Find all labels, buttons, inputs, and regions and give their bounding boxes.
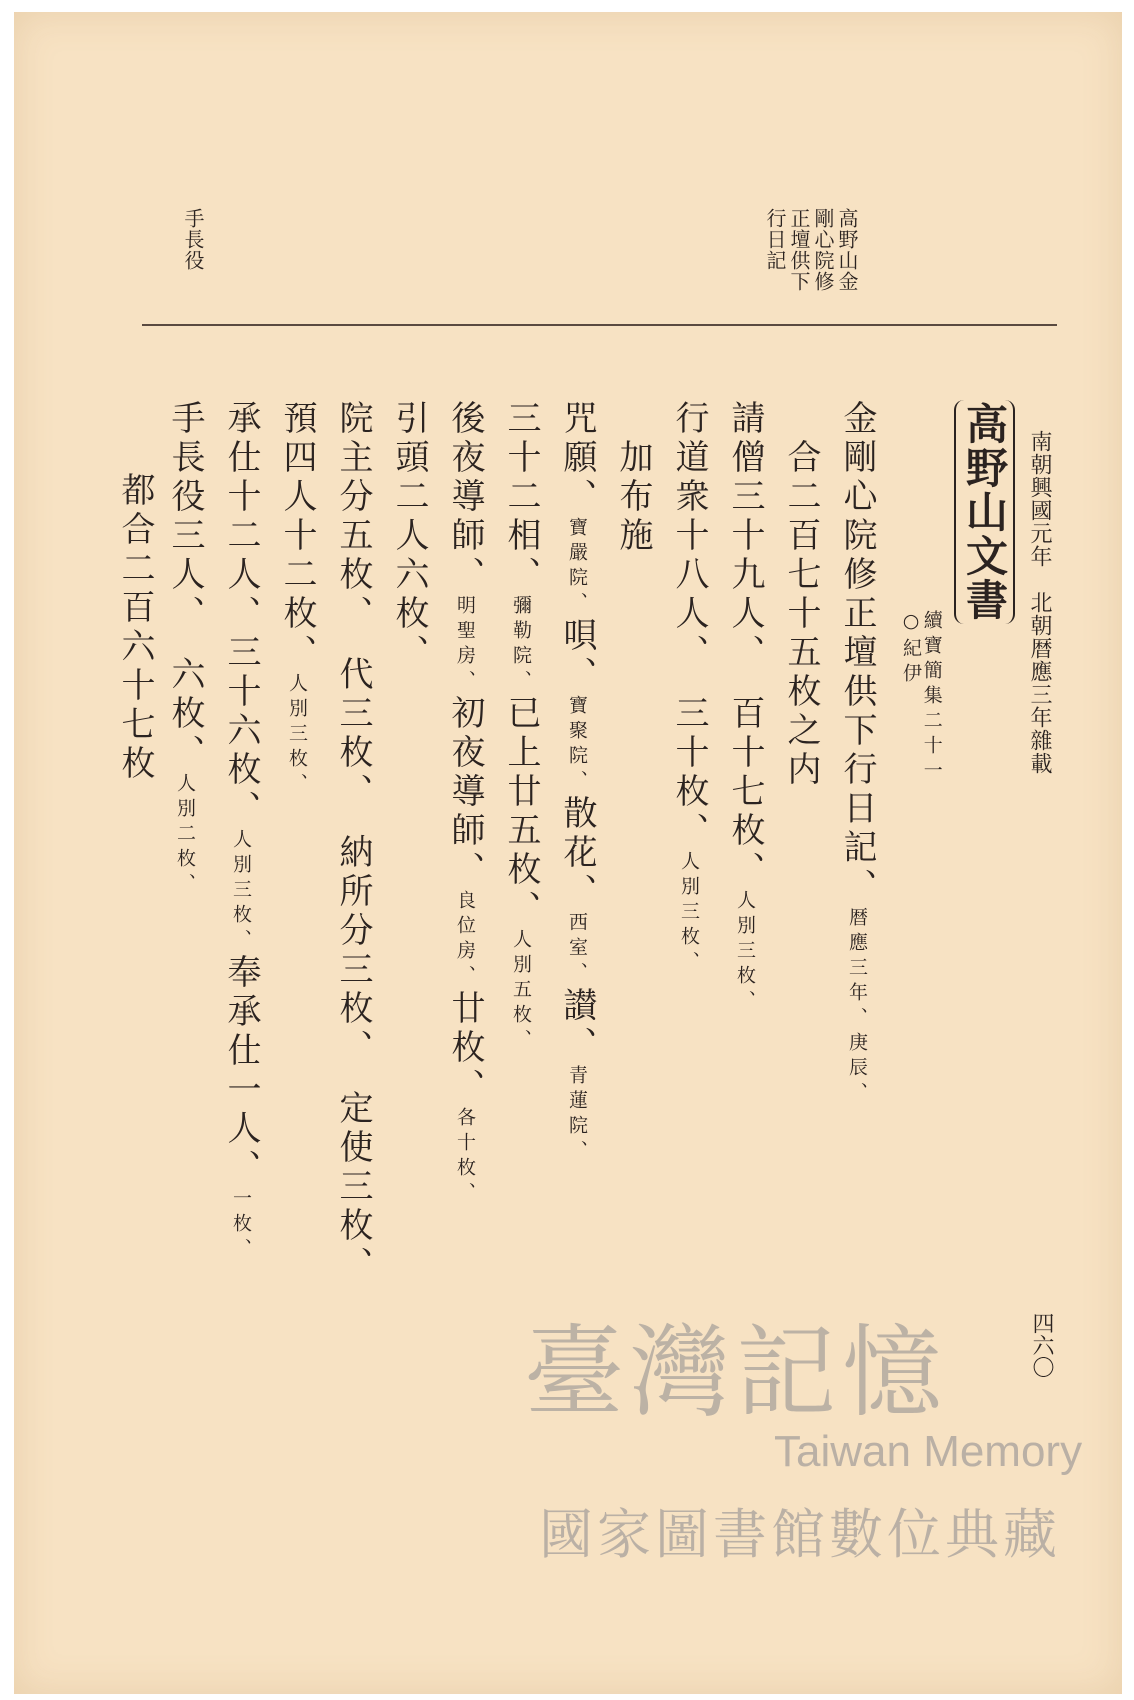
document-page [14,12,1122,1694]
line-text: 手長役三人、 六枚、 [165,400,205,773]
line-text: 金剛心院修正壇供下行日記、 [837,400,877,907]
text-line [501,400,541,1054]
text-line [165,400,205,898]
line-text: 預四人十二枚、 [277,400,317,673]
line-text: 已上廿五枚、 [501,695,541,929]
line-text: 廿枚、 [445,990,485,1107]
line-text: 後夜導師、 [445,400,485,595]
heading-note-col-1: 高野山金 [835,208,859,292]
text-line: 加布施 [613,400,653,556]
line-note: 人別二枚、 [174,773,196,898]
heading-note-col-2: 剛心院修 [811,208,835,292]
text-line [221,400,261,1263]
text-line: 院主分五枚、 代三枚、 納所分三枚、 定使三枚、 [333,400,373,1285]
text-line [445,400,485,1207]
line-note: 人別三枚、 [678,851,700,976]
line-text: 奉承仕一人、 [221,954,261,1188]
title-note-b: ○紀伊 [900,610,922,688]
document-title: 高野山文書 [954,400,1015,624]
text-line [837,400,877,1107]
line-note: 一枚、 [230,1188,252,1263]
line-text: 三十二相、 [501,400,541,595]
line-note: 各十枚、 [454,1107,476,1207]
watermark-english: Taiwan Memory [774,1427,1083,1476]
horizontal-rule [142,324,1057,326]
title-note-collection: 續寶簡集二十一 [920,610,943,785]
text-line: 都合二百六十七枚 [115,472,155,784]
line-note: 明聖房、 [454,595,476,695]
line-text: 初夜導師、 [445,695,485,890]
line-note: 人別三枚、 [230,829,252,954]
line-note: 寶聚院、 [566,695,588,795]
text-line [277,400,317,798]
line-text: 承仕十二人、三十六枚、 [221,400,261,829]
text-line [669,400,709,976]
running-header: 南朝興國元年 北朝暦應三年雜載 [1027,430,1052,775]
line-note: 人別五枚、 [510,929,532,1054]
document-title-column [954,400,1014,624]
text-line [725,400,765,1015]
text-line [557,400,597,1165]
text-line: 引頭二人六枚、 [389,400,429,673]
line-note: 人別三枚、 [734,890,756,1015]
line-note: 人別三枚、 [286,673,308,798]
line-note: 良位房、 [454,890,476,990]
line-note: 暦應三年、庚辰、 [846,907,868,1107]
page-number: 四六〇 [1029,1312,1054,1378]
line-note: 西室、 [566,912,588,987]
line-text: 讃、 [557,987,597,1065]
text-line: 合二百七十五枚之内 [781,400,821,790]
line-text: 散花、 [557,795,597,912]
label-note-right: 手長役 [181,208,205,271]
line-note: 青蓮院、 [566,1065,588,1165]
line-note: 彌勒院、 [510,595,532,695]
heading-note-col-3: 正壇供下 [787,208,811,292]
line-text: 行道衆十八人、 三十枚、 [669,400,709,851]
line-text: 請僧三十九人、 百十七枚、 [725,400,765,890]
heading-note-col-4: 行日記 [763,208,787,271]
watermark-calligraphy: 臺灣記憶 [524,1314,948,1431]
line-note: 寶嚴院、 [566,517,588,617]
line-text: 咒願、 [557,400,597,517]
line-text: 唄、 [557,617,597,695]
watermark-library: 國家圖書館數位典藏 [539,1503,1061,1566]
